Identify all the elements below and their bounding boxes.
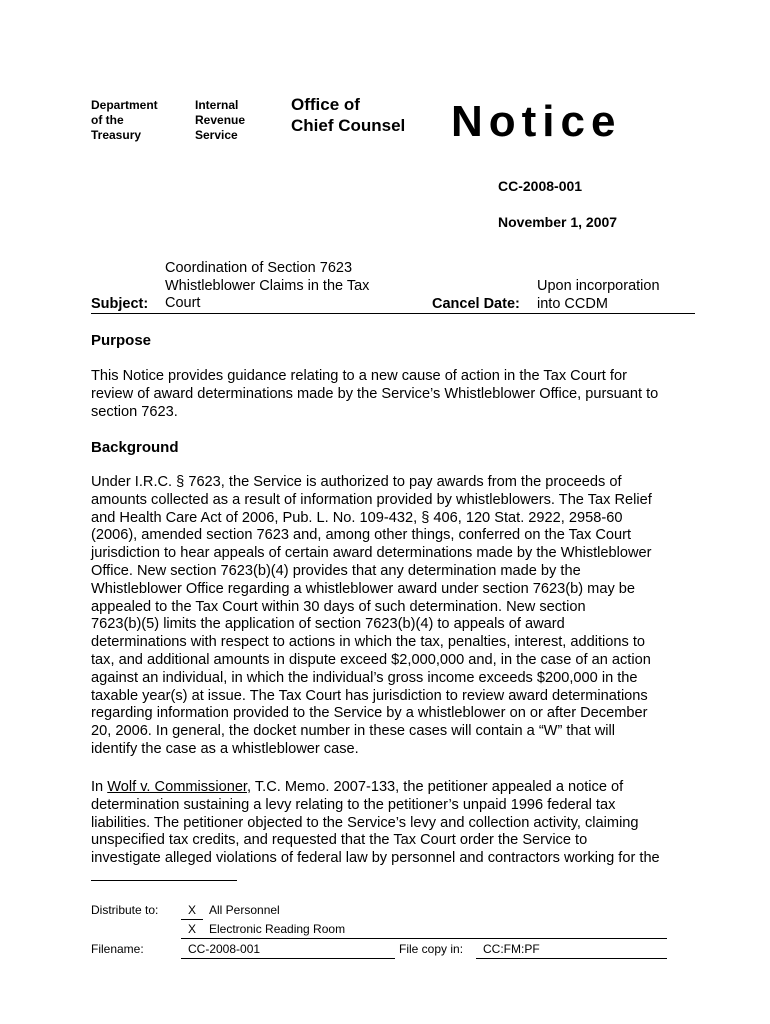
purpose-paragraph: This Notice provides guidance relating to a new cause of action in the Tax Court for review of award determinations made by the Service’s Whistleblower Office, pursuant to section 7623.	[91, 368, 659, 420]
filename-value: CC-2008-001	[188, 942, 261, 956]
dist-mark-1: X	[188, 903, 197, 917]
subject-rule	[91, 313, 695, 314]
office-label: Office of Chief Counsel	[291, 95, 406, 135]
footnote-separator	[91, 880, 237, 881]
dist-item-all-personnel: All Personnel	[209, 903, 280, 917]
dist-mark-2: X	[188, 922, 197, 936]
wolf-paragraph: In Wolf v. Commissioner, T.C. Memo. 2007-133, the petitioner appealed a notice of determination sustaining a levy relating to the petitioner’s unpaid 1996 federal tax liabilities. The petitioner objected to the Service’s levy and collection activity, claiming unspecified tax credits, and requested that the Tax Court order the Service to investigate alleged violations of federal law by personnel and contractors working for the	[91, 779, 660, 867]
subject-label: Subject:	[91, 296, 149, 312]
distribute-label: Distribute to:	[91, 903, 159, 917]
filecopy-rule	[476, 958, 667, 959]
dist-rule	[181, 938, 667, 939]
dist-item-reading-room: Electronic Reading Room	[209, 922, 346, 936]
dist-mark-1-rule	[181, 919, 203, 920]
wolf-first-line: , T.C. Memo. 2007-133, the petitioner appealed a notice of	[247, 779, 624, 795]
cancel-date-label: Cancel Date:	[432, 296, 520, 312]
subject-text: Coordination of Section 7623 Whistleblower Claims in the Tax Court	[165, 260, 370, 312]
filename-label: Filename:	[91, 942, 144, 956]
irs-label: Internal Revenue Service	[195, 98, 246, 142]
wolf-prefix: In	[91, 779, 108, 795]
notice-title: Notice	[451, 97, 622, 146]
background-paragraph: Under I.R.C. § 7623, the Service is authorized to pay awards from the proceeds of amounts collected as a result of information provided by whistleblowers. The Tax Relief and Health Care Act of 2006, Pub. L. No. 109-432, § 406, 120 Stat. 2922, 2958-60 (2006), amended section 7623 and, among other things, conferred on the Tax Court jurisdiction to hear appeals of certain award determinations made by the Whistleblower Office. New section 7623(b)(4) provides that any determination made by the Whistleblower Office regarding a whistleblower award under section 7623(b) may be appealed to the Tax Court within 30 days of such determination. New section 7623(b)(5) limits the application of section 7623(b)(4) to appeals of award determinations with respect to actions in which the tax, penalties, interest, additions to tax, and additional amounts in dispute exceed $2,000,000 and, in the case of an action against an individual, in which the individual’s gross income exceeds $200,000 in the taxable year(s) at issue. The Tax Court has jurisdiction to review award determinations regarding information provided to the Service by a whistleblower on or after December 20, 2006. In general, the docket number in these cases will contain a “W” that will identify the case as a whistleblower case.	[91, 474, 652, 757]
filecopy-label: File copy in:	[399, 942, 464, 956]
department-label: Department of the Treasury	[91, 98, 158, 142]
filecopy-value: CC:FM:PF	[483, 942, 540, 956]
background-heading: Background	[91, 439, 179, 456]
purpose-heading: Purpose	[91, 332, 152, 349]
wolf-case-citation: Wolf v. Commissioner	[107, 779, 247, 795]
filename-rule	[181, 958, 395, 959]
cancel-date-text: Upon incorporation into CCDM	[537, 278, 660, 312]
notice-date: November 1, 2007	[498, 214, 618, 230]
notice-number: CC-2008-001	[498, 178, 583, 194]
